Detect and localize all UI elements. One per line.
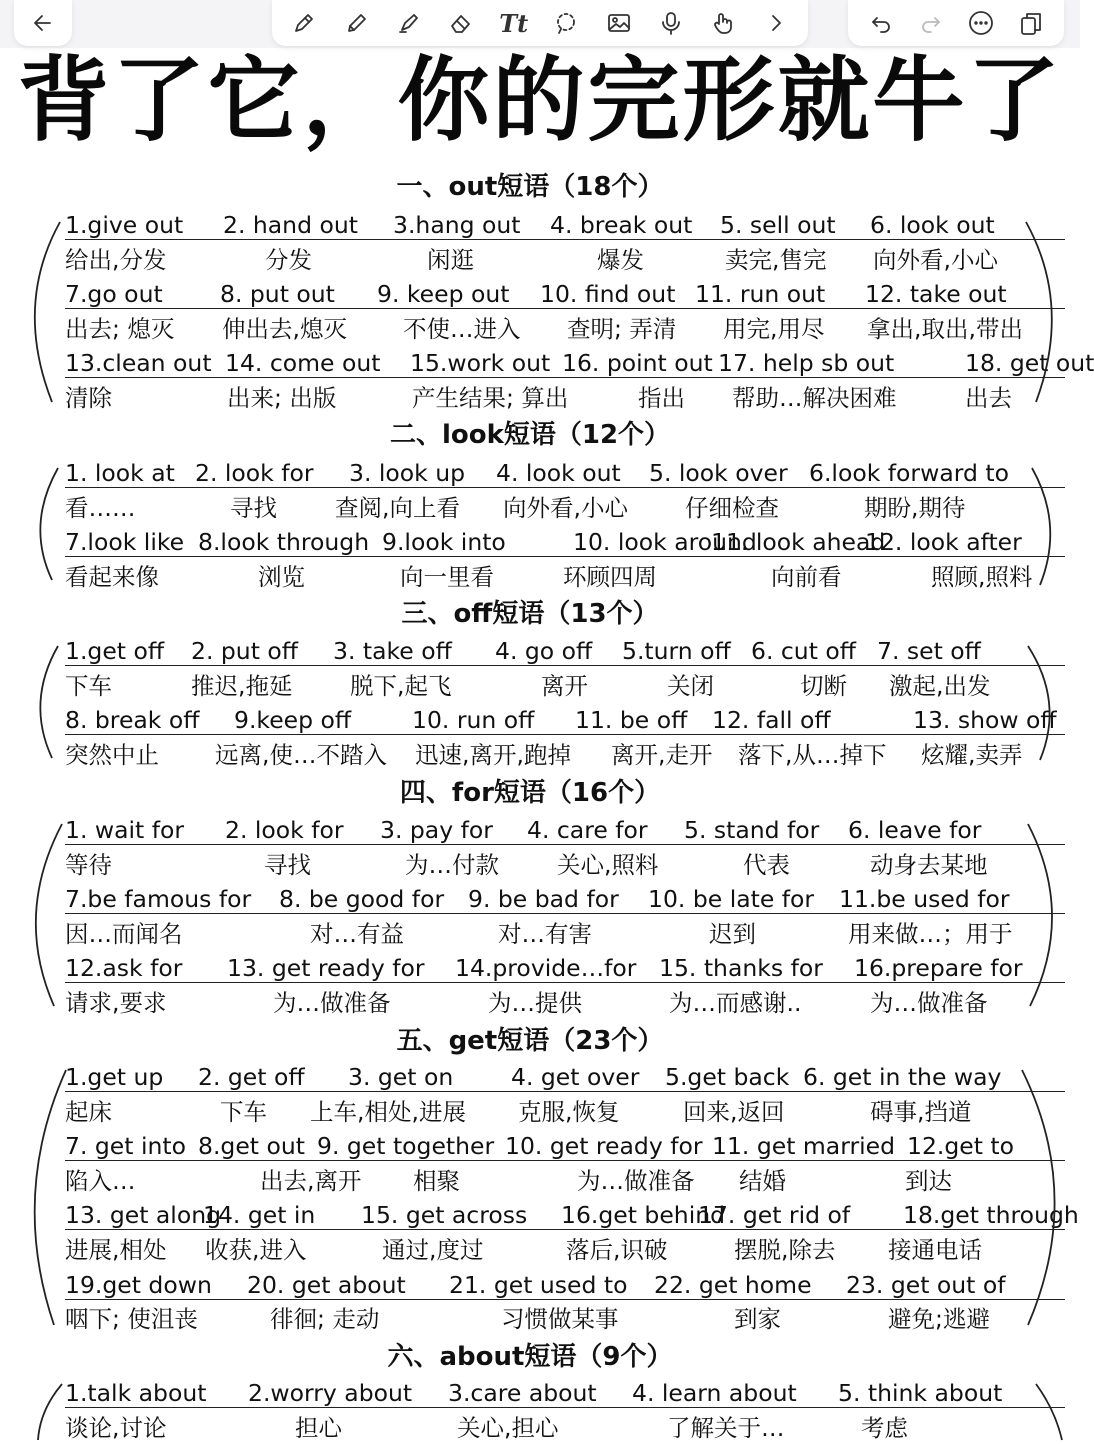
meaning: 请求,要求 (65, 989, 167, 1017)
phrase: 7.be famous for (65, 885, 252, 914)
meaning-row (65, 1234, 1065, 1266)
section-heading: 一、out短语（18个） (396, 172, 664, 202)
phrase-row (65, 1377, 1065, 1408)
phrase: 1.give out (65, 211, 184, 239)
meaning: 闲逛 (427, 245, 474, 274)
phrase: 4. look out (496, 459, 621, 487)
phrase-row (65, 1061, 1065, 1092)
phrase-row (65, 952, 1065, 983)
phrase: 11. look ahead (711, 528, 886, 557)
left-bracket (40, 646, 58, 758)
meaning: 伸出去,熄灭 (222, 314, 347, 343)
top-toolbar (0, 0, 1080, 48)
phrase: 18.get through (903, 1201, 1079, 1230)
phrase: 10. be late for (648, 885, 815, 914)
phrase: 13. show off (913, 706, 1057, 735)
phrase-row (65, 1269, 1065, 1300)
meaning: 回来,返回 (683, 1097, 785, 1126)
meaning: 推迟,拖延 (191, 671, 293, 700)
meaning: 用来做…；用于 (848, 919, 1013, 948)
phrase: 2. look for (195, 459, 314, 487)
phrase: 14. come out (225, 349, 381, 378)
meaning: 为…做准备 (273, 989, 391, 1017)
phrase: 2. hand out (223, 211, 358, 239)
meaning: 咽下; 使沮丧 (65, 1305, 198, 1334)
phrase: 9. keep out (377, 280, 510, 309)
phrase: 8. break off (65, 706, 200, 735)
phrase: 2. look for (225, 816, 344, 844)
page-title: 背了它，你的完形就牛了 (17, 47, 1063, 154)
phrase: 4. get over (511, 1063, 640, 1091)
meaning-row (65, 739, 1065, 771)
meaning: 分发 (265, 245, 312, 274)
meaning: 不使…进入 (403, 314, 521, 343)
meaning: 了解关于… (667, 1413, 785, 1442)
phrase: 17. help sb out (718, 349, 895, 378)
phrase: 7. set off (877, 637, 981, 665)
meaning: 迅速,离开,跑掉 (415, 740, 571, 769)
meaning: 远离,使…不踏入 (215, 740, 387, 769)
meaning-row (65, 849, 1065, 881)
eraser-icon[interactable] (446, 8, 476, 38)
meaning: 离开,走开 (611, 740, 713, 769)
meaning: 炫耀,卖弄 (921, 740, 1023, 769)
meaning: 等待 (65, 850, 112, 879)
phrase: 11.be used for (839, 885, 1010, 914)
phrase: 10. look around (573, 528, 757, 557)
meaning: 出来; 出版 (227, 384, 337, 412)
phrase: 12. take out (865, 280, 1007, 309)
phrase-row (65, 1130, 1065, 1161)
lasso-icon[interactable] (551, 8, 581, 38)
meaning: 产生结果; 算出 (412, 384, 569, 412)
meaning: 习惯做某事 (501, 1305, 619, 1334)
phrase: 4. care for (527, 816, 648, 844)
phrase-row (65, 635, 1065, 666)
meaning: 查明; 弄清 (567, 314, 677, 343)
phrase: 5. stand for (684, 816, 820, 844)
meaning: 切断 (800, 671, 847, 700)
phrase: 12.ask for (65, 954, 183, 983)
meaning: 为…而感谢.. (669, 989, 802, 1017)
meaning: 进展,相处 (65, 1236, 167, 1264)
meaning-row (65, 1303, 1065, 1335)
pen-icon[interactable] (289, 8, 319, 38)
image-icon[interactable] (604, 8, 634, 38)
meaning: 激起,出发 (889, 671, 991, 700)
drawing-tools (272, 0, 808, 46)
meaning: 出去; 熄灭 (65, 314, 175, 343)
meaning: 为…付款 (405, 850, 499, 879)
phrase: 19.get down (65, 1270, 212, 1299)
phrase: 5.get back (665, 1063, 790, 1091)
meaning: 期盼,期待 (864, 493, 966, 522)
meaning: 因…而闻名 (65, 919, 183, 948)
meaning: 到家 (734, 1305, 781, 1334)
meaning: 接通电话 (888, 1236, 982, 1264)
meaning: 上车,相处,进展 (310, 1097, 466, 1126)
phrase: 1. look at (65, 459, 175, 487)
meaning: 收获,进入 (205, 1236, 307, 1264)
meaning-row (65, 382, 1065, 414)
phrase: 16. point out (562, 349, 713, 378)
section-heading: 五、get短语（23个） (396, 1026, 664, 1056)
meaning-row (65, 1165, 1065, 1197)
meaning: 帮助…解决困难 (732, 384, 897, 412)
phrase: 13. get ready for (227, 954, 425, 983)
more-icon[interactable] (966, 8, 996, 38)
phrase: 10. run off (412, 706, 535, 735)
meaning-row (65, 670, 1065, 702)
meaning: 落后,识破 (566, 1236, 668, 1264)
phrase: 6. cut off (751, 637, 856, 665)
phrase-row (65, 704, 1065, 735)
phrase: 20. get about (247, 1270, 406, 1299)
meaning-row (65, 1412, 1065, 1444)
meaning: 向外看,小心 (503, 493, 628, 522)
touch-icon[interactable] (708, 8, 738, 38)
phrase: 1.talk about (65, 1379, 207, 1407)
meaning: 对…有害 (498, 919, 592, 948)
phrase: 4. learn about (632, 1379, 797, 1407)
phrase: 12. fall off (712, 706, 831, 735)
meaning: 关心,担心 (457, 1413, 559, 1442)
phrase: 8.look through (198, 528, 370, 557)
meaning: 拿出,取出,带出 (867, 314, 1023, 343)
phrase: 21. get used to (449, 1270, 628, 1299)
meaning: 出去 (965, 384, 1012, 412)
phrase: 13. get along (65, 1201, 222, 1230)
phrase: 1.get up (65, 1063, 164, 1091)
meaning-row (65, 313, 1065, 345)
meaning-row (65, 987, 1065, 1019)
meaning: 起床 (65, 1097, 112, 1126)
phrase: 6. get in the way (803, 1063, 1002, 1091)
meaning: 照顾,照料 (931, 562, 1033, 591)
phrase: 15.work out (410, 349, 551, 378)
meaning: 看…… (65, 493, 136, 522)
meaning: 避免;逃避 (888, 1305, 990, 1334)
section-heading: 三、off短语（13个） (401, 599, 659, 629)
phrase: 14. get in (203, 1201, 316, 1230)
meaning: 向前看 (771, 562, 842, 591)
meaning: 寻找 (230, 493, 277, 522)
section-heading: 四、for短语（16个） (399, 778, 661, 808)
phrase-row (65, 883, 1065, 914)
meaning: 爆发 (597, 245, 644, 274)
phrase: 3. get on (348, 1063, 454, 1091)
phrase-row (65, 1199, 1079, 1230)
phrase-row (65, 526, 1065, 557)
chevron-right-icon[interactable] (761, 8, 791, 38)
meaning: 迟到 (709, 919, 756, 948)
phrase: 5. look over (649, 459, 788, 487)
phrase: 8.get out (198, 1132, 305, 1161)
pencil-icon[interactable] (342, 8, 372, 38)
phrase-row (65, 278, 1065, 309)
phrase: 6. look out (870, 211, 995, 239)
meaning: 指出 (638, 384, 685, 412)
left-bracket (36, 824, 62, 1006)
meaning: 查阅,向上看 (335, 493, 460, 522)
meaning: 浏览 (258, 562, 305, 591)
pages-icon[interactable] (1016, 8, 1046, 38)
meaning: 下车 (220, 1097, 267, 1126)
phrase: 11. be off (575, 706, 688, 735)
meaning: 落下,从…掉下 (738, 740, 887, 769)
meaning: 环顾四周 (563, 562, 657, 591)
meaning: 下车 (65, 671, 112, 700)
meaning: 碍事,挡道 (870, 1097, 972, 1126)
phrase: 9.look into (382, 528, 506, 557)
meaning: 通过,度过 (382, 1236, 484, 1264)
meaning: 用完,用尽 (723, 314, 825, 343)
phrase: 8. put out (220, 280, 335, 309)
meaning: 动身去某地 (870, 850, 988, 879)
phrase: 14.provide…for (455, 954, 637, 983)
meaning: 到达 (905, 1166, 952, 1195)
phrase-row (65, 814, 1065, 845)
meaning: 考虑 (861, 1413, 908, 1442)
phrase: 15. thanks for (659, 954, 823, 983)
back-group (14, 0, 72, 46)
meaning: 代表 (743, 850, 790, 879)
meaning: 相聚 (413, 1166, 460, 1195)
phrase-row (65, 209, 1065, 240)
left-bracket (35, 222, 60, 402)
phrase: 12. look after (865, 528, 1022, 557)
meaning: 仔细检查 (685, 493, 779, 522)
phrase: 7.look like (65, 528, 185, 557)
meaning: 谈论,讨论 (65, 1413, 167, 1442)
text-icon[interactable] (499, 8, 529, 38)
phrase: 5.turn off (622, 637, 731, 665)
phrase: 8. be good for (279, 885, 445, 914)
meaning: 卖完,售完 (725, 245, 827, 274)
meaning-row (65, 244, 1065, 276)
meaning: 关心,照料 (557, 850, 659, 879)
phrase: 4. break out (550, 211, 693, 239)
meaning: 陷入… (65, 1166, 136, 1195)
meaning: 给出,分发 (65, 245, 167, 274)
phrase: 3.hang out (393, 211, 521, 239)
phrase: 17. get rid of (698, 1201, 851, 1230)
phrase: 3. pay for (380, 816, 493, 844)
meaning: 脱下,起飞 (350, 671, 452, 700)
phrase: 1. wait for (65, 816, 185, 844)
meaning-row (65, 492, 1065, 524)
action-tools (848, 0, 1064, 46)
phrase: 4. go off (495, 637, 593, 665)
back-arrow-icon[interactable] (28, 8, 58, 38)
meaning: 向外看,小心 (873, 245, 998, 274)
highlighter-icon[interactable] (394, 8, 424, 38)
meaning: 对…有益 (310, 919, 404, 948)
meaning: 离开 (541, 671, 588, 700)
left-bracket (35, 1070, 66, 1325)
meaning: 关闭 (667, 671, 714, 700)
meaning: 清除 (65, 384, 112, 412)
microphone-icon[interactable] (656, 8, 686, 38)
phrase: 2. put off (191, 637, 298, 665)
meaning: 徘徊; 走动 (270, 1305, 380, 1334)
phrase: 16.prepare for (854, 954, 1023, 983)
left-bracket (40, 468, 58, 580)
phrase: 9.keep off (234, 706, 352, 735)
phrase: 6.look forward to (809, 459, 1009, 487)
phrase: 12.get to (907, 1132, 1015, 1161)
phrase: 6. leave for (848, 816, 982, 844)
meaning: 为…做准备 (870, 989, 988, 1017)
phrase: 15. get across (361, 1201, 528, 1230)
meaning: 担心 (295, 1413, 342, 1442)
phrase: 7. get into (65, 1132, 186, 1161)
phrase: 10. get ready for (505, 1132, 703, 1161)
section-heading: 二、look短语（12个） (389, 420, 671, 450)
phrase: 18. get out (965, 349, 1094, 378)
phrase: 9. be bad for (468, 885, 619, 914)
meaning: 向一里看 (400, 562, 494, 591)
meaning: 寻找 (264, 850, 311, 879)
left-bracket (38, 1384, 62, 1440)
phrase: 9. get together (317, 1132, 495, 1161)
phrase-row (65, 347, 1094, 378)
phrase: 11. get married (712, 1132, 896, 1161)
phrase: 2. get off (198, 1063, 305, 1091)
phrase: 1.get off (65, 637, 165, 665)
meaning: 为…做准备 (577, 1166, 695, 1195)
redo-icon[interactable] (916, 8, 946, 38)
meaning: 结婚 (739, 1166, 786, 1195)
phrase: 7.go out (65, 280, 163, 309)
meaning-row (65, 1096, 1065, 1128)
phrase: 3. take off (333, 637, 452, 665)
phrase: 5. sell out (720, 211, 836, 239)
meaning: 看起来像 (65, 562, 159, 591)
phrase: 3. look up (349, 459, 466, 487)
meaning: 突然中止 (65, 740, 159, 769)
phrase: 13.clean out (65, 349, 212, 378)
text-tool-label: Tt (499, 8, 529, 38)
undo-icon[interactable] (866, 8, 896, 38)
phrase: 22. get home (654, 1270, 812, 1299)
phrase: 2.worry about (248, 1379, 413, 1407)
meaning-row (65, 918, 1065, 950)
meaning: 出去,离开 (260, 1166, 362, 1195)
phrase: 5. think about (838, 1379, 1003, 1407)
meaning: 摆脱,除去 (734, 1236, 836, 1264)
meaning: 克服,恢复 (518, 1097, 620, 1126)
phrase: 16.get behind (561, 1201, 726, 1230)
section-heading: 六、about短语（9个） (387, 1342, 673, 1372)
phrase-row (65, 457, 1065, 488)
phrase: 11. run out (695, 280, 826, 309)
phrase: 3.care about (448, 1379, 597, 1407)
phrase: 10. find out (540, 280, 676, 309)
phrase: 23. get out of (846, 1270, 1006, 1299)
meaning: 为…提供 (488, 989, 582, 1017)
meaning-row (65, 561, 1065, 593)
